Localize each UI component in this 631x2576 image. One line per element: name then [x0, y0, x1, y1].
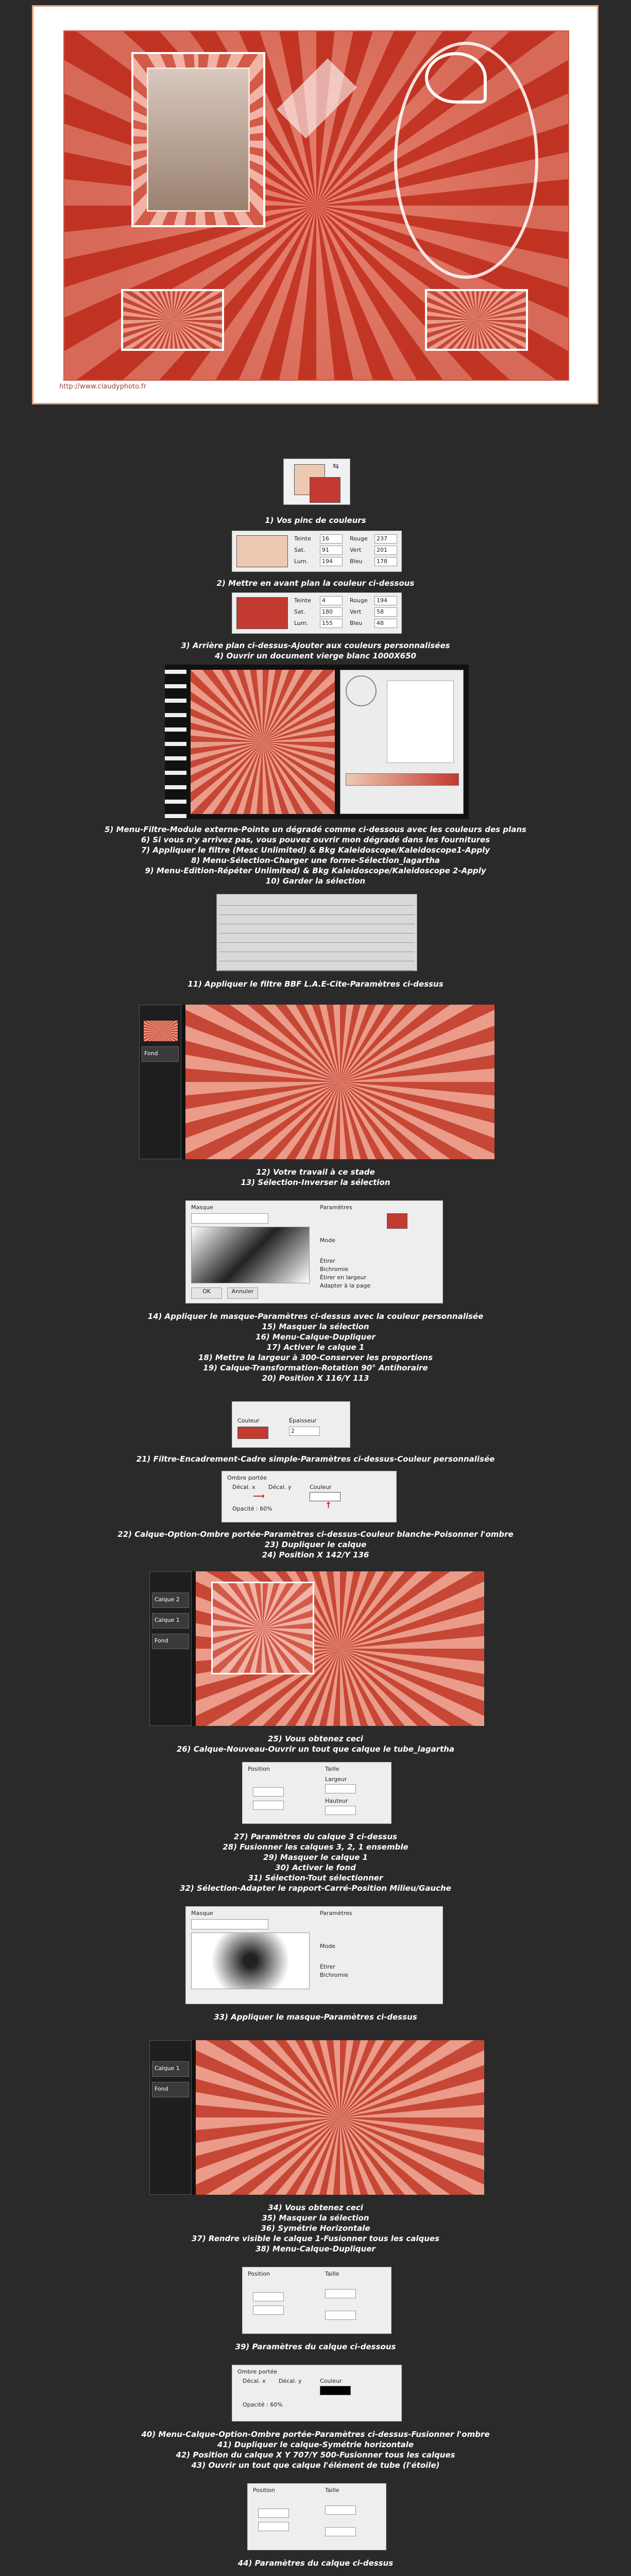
- canvas-preview: [185, 1005, 494, 1159]
- pos-x-input[interactable]: [253, 2292, 284, 2301]
- step-caption: 2) Mettre en avant plan la couleur ci-dessous: [216, 579, 415, 588]
- layer-calque1[interactable]: Calque 1: [152, 2061, 189, 2077]
- shadow-dy-label: Décal. y: [268, 1484, 292, 1490]
- mask-select[interactable]: [191, 1213, 268, 1224]
- step-caption: 6) Si vous n'y arrivez pas, vous pouvez ouvrir mon dégradé dans les fournitures: [141, 835, 490, 844]
- step-caption: 39) Paramètres du calque ci-dessous: [235, 2342, 396, 2351]
- step-caption: 24) Position X 142/Y 136: [262, 1550, 369, 1560]
- frame-thickness-input[interactable]: 2: [289, 1427, 320, 1436]
- mask-param-label: Paramètres: [320, 1910, 352, 1917]
- step-caption: 20) Position X 116/Y 113: [262, 1374, 369, 1383]
- mask-dialog: [185, 1200, 443, 1303]
- label-red: Rouge: [350, 597, 368, 604]
- step-caption: 25) Vous obtenez ceci: [268, 1734, 363, 1743]
- mask-preview: [191, 1933, 310, 1989]
- position-label: Position: [248, 2270, 270, 2277]
- label-blue: Bleu: [350, 558, 363, 565]
- step-caption: 32) Sélection-Adapter le rapport-Carré-Position Milieu/Gauche: [180, 1884, 451, 1893]
- banner-small-frame-left: [121, 289, 224, 351]
- mask-option-stretch[interactable]: Étirer: [320, 1258, 335, 1264]
- step-caption: 37) Rendre visible le calque 1-Fusionner tous les calques: [191, 2234, 440, 2243]
- width-label: Largeur: [325, 1776, 347, 1783]
- color-planes-widget: [283, 459, 350, 505]
- size-label: Taille: [325, 2487, 339, 2494]
- step-caption: 31) Sélection-Tout sélectionner: [248, 1873, 383, 1883]
- mask-preview: [191, 1227, 310, 1283]
- red-input[interactable]: 194: [374, 596, 397, 605]
- pos-y-input[interactable]: [253, 1801, 284, 1810]
- step-caption: 42) Position du calque X Y 707/Y 500-Fusionner tous les calques: [176, 2450, 455, 2460]
- label-sat: Sat.: [294, 547, 305, 553]
- height-label: Hauteur: [325, 1798, 348, 1804]
- green-input[interactable]: 201: [374, 546, 397, 555]
- frame-color-label: Couleur: [237, 1417, 260, 1424]
- gradient-bar[interactable]: [346, 773, 459, 786]
- gradient-options-list: [387, 681, 454, 763]
- color-panel-red: [232, 592, 402, 634]
- background-swatch[interactable]: [310, 477, 340, 503]
- shadow-dialog: [221, 1471, 397, 1522]
- layers-panel: [149, 2040, 192, 2195]
- mask-title: Masque: [191, 1204, 213, 1211]
- step-caption: 41) Dupliquer le calque-Symétrie horizontale: [217, 2440, 414, 2449]
- banner-url: http://www.claudyphoto.fr: [59, 383, 146, 391]
- mask-option-bichrome[interactable]: Bichromie: [320, 1266, 349, 1273]
- step-caption: 33) Appliquer le masque-Paramètres ci-dessus: [214, 2012, 417, 2022]
- layer-fond[interactable]: Fond: [152, 2082, 189, 2097]
- step-caption: 14) Appliquer le masque-Paramètres ci-dessus avec la couleur personnalisée: [147, 1312, 484, 1321]
- gradient-preview: [191, 670, 335, 814]
- height-input[interactable]: [325, 2311, 356, 2320]
- step-caption: 17) Activer le calque 1: [266, 1343, 365, 1352]
- position-label: Position: [253, 2487, 275, 2494]
- step-caption: 18) Mettre la largeur à 300-Conserver les proportions: [198, 1353, 433, 1362]
- label-lum: Lum.: [294, 620, 309, 626]
- frame-color-swatch[interactable]: [237, 1427, 268, 1439]
- step-caption: 27) Paramètres du calque 3 ci-dessus: [233, 1832, 398, 1841]
- mask-cancel-button[interactable]: Annuler: [227, 1287, 258, 1299]
- pos-y-input[interactable]: [258, 2522, 289, 2531]
- mask-mode-label: Mode: [320, 1943, 335, 1950]
- green-input[interactable]: 58: [374, 607, 397, 617]
- blue-input[interactable]: 178: [374, 557, 397, 566]
- step-caption: 19) Calque-Transformation-Rotation 90° Antihoraire: [203, 1363, 428, 1372]
- mask-option-fit-page[interactable]: Adapter à la page: [320, 1282, 371, 1289]
- step-caption: 26) Calque-Nouveau-Ouvrir un tout que calque le tube_lagartha: [176, 1744, 455, 1754]
- position-dialog-2: [242, 2267, 391, 2334]
- work-stage-screenshot: [139, 1005, 494, 1159]
- color-preview: [236, 535, 288, 567]
- canvas-preview: [196, 2040, 484, 2195]
- shadow-opacity-label: Opacité : 60%: [232, 1505, 272, 1512]
- label-lum: Lum.: [294, 558, 309, 565]
- gradient-angle-dial[interactable]: [346, 675, 377, 706]
- result-screenshot-2: [149, 2040, 484, 2195]
- label-red: Rouge: [350, 535, 368, 542]
- step-caption: 9) Menu-Edition-Répéter Unlimited) & Bkg Kaleidoscope/Kaleidoscope 2-Apply: [145, 866, 486, 875]
- width-input[interactable]: [325, 2289, 356, 2298]
- shadow-dx-label: Décal. x: [243, 2378, 266, 2384]
- swap-icon[interactable]: ⇆: [333, 462, 339, 470]
- mask-title: Masque: [191, 1910, 213, 1917]
- mask-color-swatch[interactable]: [387, 1213, 407, 1229]
- step-caption: 30) Activer le fond: [275, 1863, 356, 1872]
- red-input[interactable]: 237: [374, 534, 397, 544]
- mask-ok-button[interactable]: OK: [191, 1287, 222, 1299]
- height-input[interactable]: [325, 1806, 356, 1815]
- red-arrow-icon: ⟶: [253, 1491, 265, 1501]
- layer-fond[interactable]: Fond: [142, 1046, 179, 1062]
- shadow-title: Ombre portée: [227, 1475, 267, 1481]
- step-caption: 8) Menu-Sélection-Charger une forme-Sélection_lagartha: [191, 856, 440, 865]
- position-dialog: [242, 1762, 391, 1824]
- step-caption: 34) Vous obtenez ceci: [268, 2203, 363, 2212]
- lum-input[interactable]: 194: [320, 557, 343, 566]
- label-hue: Teinte: [294, 597, 311, 604]
- step-caption: 40) Menu-Calque-Option-Ombre portée-Paramètres ci-dessus-Fusionner l'ombre: [141, 2430, 490, 2439]
- step-caption: 12) Votre travail à ce stade: [256, 1167, 375, 1177]
- step-caption: 23) Dupliquer le calque: [264, 1540, 367, 1549]
- shadow-color-label: Couleur: [320, 2378, 342, 2384]
- mask-option-bichrome[interactable]: Bichromie: [320, 1972, 349, 1978]
- pos-x-input[interactable]: [253, 1787, 284, 1797]
- mask-mode-label: Mode: [320, 1237, 335, 1244]
- mask-option-stretch[interactable]: Étirer: [320, 1963, 335, 1970]
- step-caption: 15) Masquer la sélection: [262, 1322, 369, 1331]
- width-input[interactable]: [325, 2505, 356, 2515]
- label-blue: Bleu: [350, 620, 363, 626]
- shadow-dialog-2: [232, 2365, 402, 2421]
- shadow-color-swatch[interactable]: [320, 2386, 351, 2395]
- shadow-dy-label: Décal. y: [279, 2378, 302, 2384]
- sat-input[interactable]: 91: [320, 546, 343, 555]
- banner-small-frame-right: [425, 289, 528, 351]
- step-caption: 5) Menu-Filtre-Module externe-Pointe un dégradé comme ci-dessous avec les couleurs des plans: [105, 825, 526, 834]
- step-caption: 35) Masquer la sélection: [262, 2213, 369, 2223]
- frame-dialog: [232, 1401, 350, 1448]
- layer-calque1[interactable]: Calque 1: [152, 1613, 189, 1629]
- gradient-dialog: [340, 670, 464, 814]
- portrait-photo: [147, 67, 250, 212]
- color-preview: [236, 597, 288, 629]
- step-caption: 7) Appliquer le filtre (Mesc Unlimited) & Bkg Kaleidoscope/Kaleidoscope1-Apply: [141, 845, 490, 855]
- lum-input[interactable]: 155: [320, 619, 343, 628]
- butterfly-ornament: [425, 52, 487, 104]
- red-arrow-icon: ↑: [325, 1500, 332, 1510]
- step-caption: 4) Ouvrir un document vierge blanc 1000X650: [215, 651, 416, 660]
- step-caption: 22) Calque-Option-Ombre portée-Paramètres ci-dessus-Couleur blanche-Poisonner l'ombre: [117, 1530, 514, 1539]
- step-caption: 21) Filtre-Encadrement-Cadre simple-Paramètres ci-dessus-Couleur personnalisée: [136, 1454, 495, 1464]
- size-label: Taille: [325, 2270, 339, 2277]
- label-sat: Sat.: [294, 608, 305, 615]
- layer-fond[interactable]: Fond: [152, 1634, 189, 1649]
- mask-select[interactable]: [191, 1919, 268, 1929]
- result-screenshot-1: [149, 1571, 484, 1726]
- shadow-color-label: Couleur: [310, 1484, 332, 1490]
- hue-input[interactable]: 16: [320, 534, 343, 544]
- layer-calque2[interactable]: Calque 2: [152, 1592, 189, 1608]
- step-caption: 38) Menu-Calque-Dupliquer: [255, 2244, 376, 2253]
- inner-frame: [211, 1582, 314, 1674]
- step-caption: 11) Appliquer le filtre BBF L.A.E-Cite-Paramètres ci-dessus: [187, 979, 444, 989]
- step-caption: 28) Fusionner les calques 3, 2, 1 ensemble: [223, 1842, 408, 1852]
- sat-input[interactable]: 180: [320, 607, 343, 617]
- blue-input[interactable]: 48: [374, 619, 397, 628]
- header-banner: [32, 5, 599, 404]
- position-dialog-3: [247, 2483, 386, 2550]
- step-caption: 3) Arrière plan ci-dessus-Ajouter aux couleurs personnalisées: [181, 641, 450, 650]
- step-caption: 16) Menu-Calque-Dupliquer: [255, 1332, 376, 1342]
- step-caption: 36) Symétrie Horizontale: [261, 2224, 370, 2233]
- mask-dialog-2: [185, 1906, 443, 2004]
- mask-param-label: Paramètres: [320, 1204, 352, 1211]
- step-caption: 10) Garder la sélection: [265, 876, 366, 886]
- width-input[interactable]: [325, 1784, 356, 1793]
- layer-thumbnail[interactable]: [144, 1021, 178, 1041]
- size-label: Taille: [325, 1766, 339, 1772]
- gradient-editor-screenshot: [165, 665, 469, 819]
- hue-input[interactable]: 4: [320, 596, 343, 605]
- frame-thickness-label: Épaisseur: [289, 1417, 317, 1424]
- shadow-opacity-label: Opacité : 60%: [243, 2401, 283, 2408]
- label-hue: Teinte: [294, 535, 311, 542]
- height-input[interactable]: [325, 2527, 356, 2536]
- step-caption: 29) Masquer le calque 1: [263, 1853, 368, 1862]
- step-caption: 13) Sélection-Inverser la sélection: [241, 1178, 390, 1187]
- step-caption: 43) Ouvrir un tout que calque l'élément de tube (l'étoile): [191, 2461, 440, 2470]
- mask-option-width[interactable]: Étirer en largeur: [320, 1274, 366, 1281]
- layers-panel: [139, 1005, 181, 1159]
- shadow-dx-label: Décal. x: [232, 1484, 255, 1490]
- step-caption: 1) Vos pinc de couleurs: [265, 516, 366, 525]
- step-caption: 44) Paramètres du calque ci-dessus: [237, 2558, 394, 2568]
- pos-x-input[interactable]: [258, 2509, 289, 2518]
- layers-panel: [149, 1571, 192, 1726]
- pos-y-input[interactable]: [253, 2306, 284, 2315]
- shadow-title: Ombre portée: [237, 2368, 277, 2375]
- filter-params-table: [216, 894, 417, 971]
- label-green: Vert: [350, 608, 362, 615]
- color-panel-peach: [232, 531, 402, 572]
- position-label: Position: [248, 1766, 270, 1772]
- label-green: Vert: [350, 547, 362, 553]
- banner-artwork: [63, 30, 569, 381]
